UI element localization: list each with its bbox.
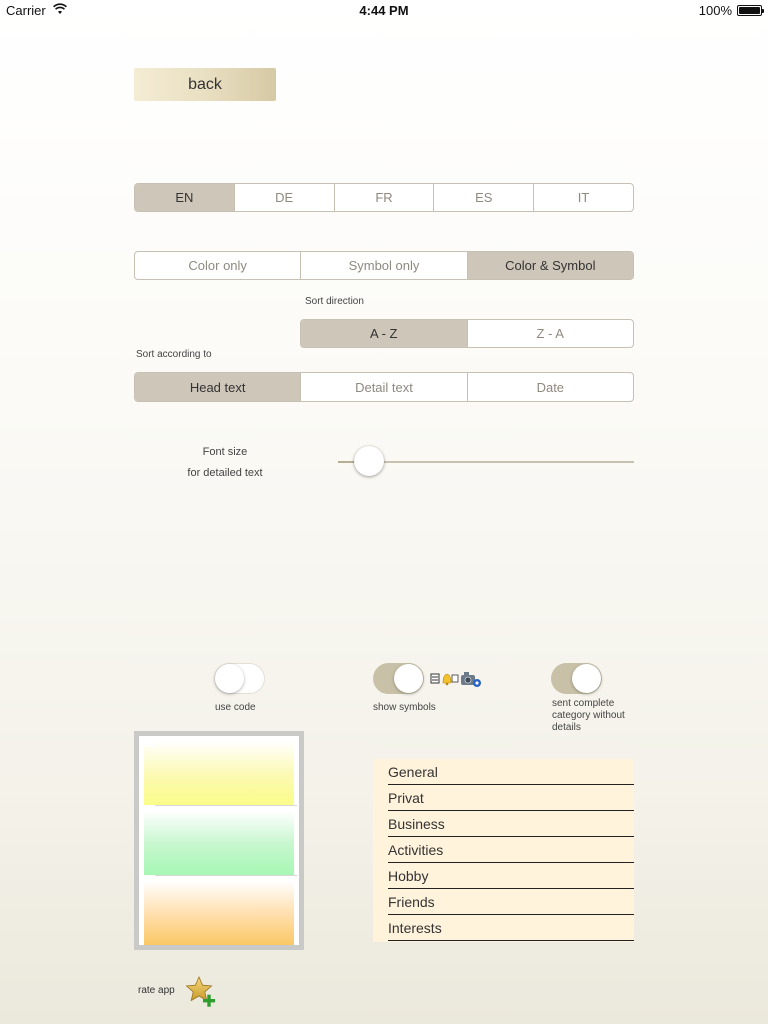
language-option-en[interactable]: EN	[135, 184, 234, 211]
category-item-general[interactable]: General	[388, 759, 634, 785]
language-option-es[interactable]: ES	[433, 184, 533, 211]
status-bar	[0, 0, 768, 20]
battery-icon	[737, 5, 762, 16]
sort-by-detail-text[interactable]: Detail text	[300, 373, 466, 401]
back-button[interactable]: back	[134, 68, 276, 101]
font-size-slider-thumb[interactable]	[354, 446, 384, 476]
sort-by-selector	[134, 372, 634, 402]
sort-by-head-text[interactable]: Head text	[135, 373, 300, 401]
display-mode-color-symbol[interactable]: Color & Symbol	[467, 252, 633, 279]
clock: 4:44 PM	[359, 3, 409, 18]
sort-direction-a-z[interactable]: A - Z	[301, 320, 467, 347]
category-item-privat[interactable]: Privat	[388, 785, 634, 811]
star-plus-icon[interactable]	[184, 975, 216, 1007]
sort-by-label: Sort according to	[136, 349, 212, 360]
rate-app-label[interactable]: rate app	[138, 985, 175, 996]
category-item-hobby[interactable]: Hobby	[388, 863, 634, 889]
language-selector	[134, 183, 634, 212]
category-list	[373, 759, 634, 942]
show-symbols-label: show symbols	[373, 702, 436, 713]
sort-by-date[interactable]: Date	[467, 373, 633, 401]
sent-complete-label: sent complete category without details	[552, 698, 625, 733]
sent-complete-switch[interactable]	[551, 663, 602, 694]
category-item-business[interactable]: Business	[388, 811, 634, 837]
use-code-switch[interactable]	[214, 663, 265, 694]
preview-divider	[155, 875, 297, 876]
preview-band-yellow	[144, 741, 294, 805]
sort-direction-label: Sort direction	[305, 296, 364, 307]
preview-divider	[155, 805, 297, 806]
font-size-sublabel: for detailed text	[187, 467, 263, 479]
preview-band-orange	[144, 881, 294, 945]
language-option-fr[interactable]: FR	[334, 184, 434, 211]
language-option-de[interactable]: DE	[234, 184, 334, 211]
show-symbols-switch[interactable]	[373, 663, 424, 694]
symbols-preview-icons	[430, 669, 484, 689]
display-mode-symbol-only[interactable]: Symbol only	[300, 252, 466, 279]
category-item-activities[interactable]: Activities	[388, 837, 634, 863]
category-item-friends[interactable]: Friends	[388, 889, 634, 915]
category-item-interests[interactable]: Interests	[388, 915, 634, 941]
language-option-it[interactable]: IT	[533, 184, 633, 211]
font-size-label: Font size	[202, 446, 248, 458]
carrier-label: Carrier	[6, 3, 46, 18]
color-preview	[134, 731, 304, 950]
display-mode-selector	[134, 251, 634, 280]
preview-band-green	[144, 811, 294, 875]
use-code-label: use code	[215, 702, 256, 713]
sort-direction-z-a[interactable]: Z - A	[467, 320, 634, 347]
display-mode-color-only[interactable]: Color only	[188, 258, 247, 273]
sort-direction-selector	[300, 319, 634, 348]
battery-percent: 100%	[698, 3, 732, 18]
